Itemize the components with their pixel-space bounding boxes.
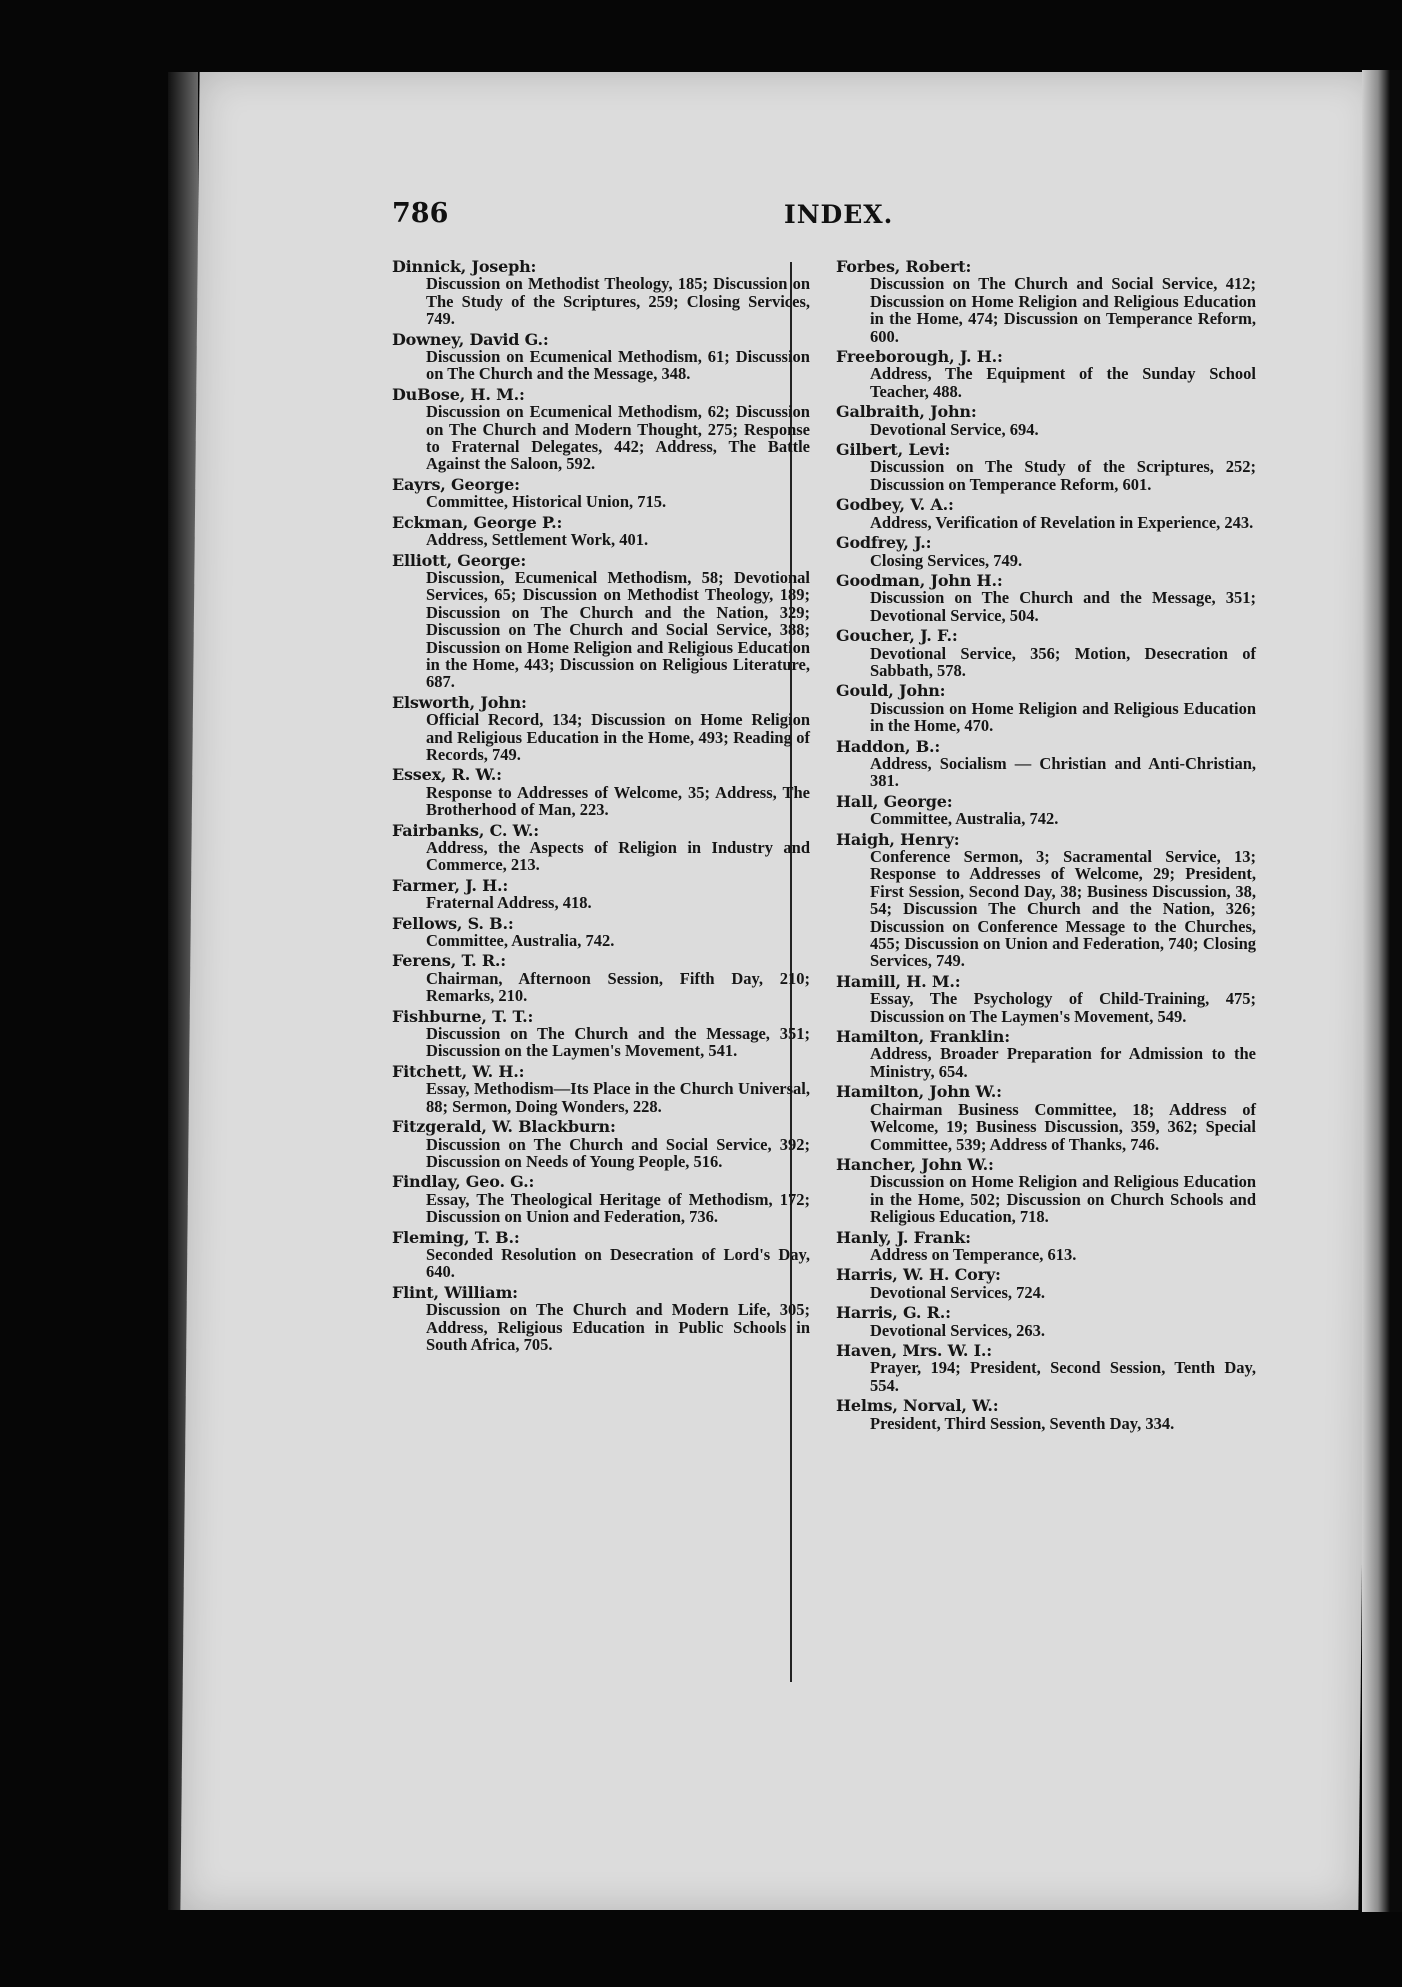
entry-name: Haven, Mrs. W. I.:: [836, 1340, 993, 1360]
entry-name: Eayrs, George:: [392, 474, 520, 494]
index-entry: [392, 386, 810, 473]
entry-references: Essay, The Theological Heritage of Methodism, 172; Discussion on Union and Federation, 736.: [426, 1189, 810, 1227]
entry-references: Discussion on Ecumenical Methodism, 62; Discussion on The Church and Modern Thought, 275; Response to Fraternal Delegates, 442; Address, The Battle Against the Saloon, 592.: [426, 402, 810, 474]
index-entry: [392, 1063, 810, 1115]
entry-references: Discussion on Methodist Theology, 185; Discussion on The Study of the Scriptures, 259; Closing Services, 749.: [426, 274, 810, 329]
index-entry: [392, 514, 810, 549]
index-entry: [836, 1156, 1256, 1226]
entry-references: Fraternal Address, 418.: [426, 893, 592, 913]
entry-name: Findlay, Geo. G.:: [392, 1172, 535, 1192]
entry-references: Discussion on Home Religion and Religious Education in the Home, 502; Discussion on Church Schools and Religious Education, 718.: [870, 1172, 1256, 1227]
entry-name: Fairbanks, C. W.:: [392, 820, 539, 840]
entry-name: Helms, Norval, W.:: [836, 1396, 999, 1416]
index-entry: [836, 793, 1256, 828]
entry-name: Fitzgerald, W. Blackburn:: [392, 1117, 616, 1137]
entry-name: Forbes, Robert:: [836, 257, 972, 276]
entry-references: Seconded Resolution on Desecration of Lord's Day, 640.: [426, 1244, 810, 1282]
index-entry: [392, 915, 810, 950]
entry-references: Discussion on The Church and the Message, 351; Devotional Service, 504.: [870, 588, 1256, 625]
index-entry: [836, 1342, 1256, 1394]
index-entry: [836, 1304, 1256, 1339]
entry-references: Discussion on Home Religion and Religious Education in the Home, 470.: [870, 698, 1256, 736]
index-entry: [836, 738, 1256, 790]
entry-name: Godbey, V. A.:: [836, 495, 954, 515]
entry-references: Discussion, Ecumenical Methodism, 58; Devotional Services, 65; Discussion on Methodist Theology, 189; Discussion on The Church and the Nation, 329; Discussion on The Church and Social Service, 388; Discussion on Home Religion and Religious Education in the Home, 443; Discussion on Religious Literature, 687.: [426, 567, 810, 692]
entry-name: Flint, William:: [392, 1282, 518, 1302]
index-entry: [836, 403, 1256, 438]
entry-references: Chairman, Afternoon Session, Fifth Day, 210; Remarks, 210.: [426, 968, 810, 1006]
index-entry: [836, 572, 1256, 624]
index-entry: [836, 1083, 1256, 1153]
entry-name: Eckman, George P.:: [392, 512, 563, 532]
index-entry: [836, 1266, 1256, 1301]
index-entry: [836, 1028, 1256, 1080]
index-entry: [392, 877, 810, 912]
page-title: INDEX.: [784, 200, 894, 229]
entry-name: Elsworth, John:: [392, 692, 527, 712]
entry-references: Committee, Australia, 742.: [870, 809, 1059, 829]
page-number: 786: [392, 198, 449, 229]
entry-name: Elliott, George:: [392, 550, 527, 570]
entry-references: Address, the Aspects of Religion in Industry and Commerce, 213.: [426, 838, 810, 875]
entry-references: Devotional Service, 694.: [870, 419, 1039, 439]
entry-references: President, Third Session, Seventh Day, 334.: [870, 1413, 1175, 1433]
entry-name: Galbraith, John:: [836, 402, 977, 422]
index-entry: [836, 258, 1256, 345]
entry-references: Official Record, 134; Discussion on Home Religion and Religious Education in the Home, 493; Reading of Records, 749.: [426, 710, 810, 764]
index-column-left: [392, 258, 810, 1356]
entry-name: Gilbert, Levi:: [836, 440, 951, 460]
entry-references: Committee, Australia, 742.: [426, 931, 615, 951]
index-entry: [836, 496, 1256, 531]
index-entry: [836, 534, 1256, 569]
entry-name: Downey, David G.:: [392, 329, 549, 349]
entry-references: Response to Addresses of Welcome, 35; Address, The Brotherhood of Man, 223.: [426, 782, 810, 820]
entry-references: Address, Settlement Work, 401.: [426, 530, 649, 550]
entry-name: Farmer, J. H.:: [392, 875, 509, 895]
entry-references: Discussion on The Church and Social Service, 412; Discussion on Home Religion and Religious Education in the Home, 474; Discussion on Temperance Reform, 600.: [870, 274, 1256, 346]
index-entry: [392, 331, 810, 383]
index-entry: [836, 1229, 1256, 1264]
entry-name: Hanly, J. Frank:: [836, 1227, 971, 1247]
entry-references: Committee, Historical Union, 715.: [426, 492, 667, 512]
index-entry: [836, 831, 1256, 970]
entry-name: Fitchett, W. H.:: [392, 1061, 525, 1081]
entry-name: Haigh, Henry:: [836, 829, 960, 849]
page-edge: [1362, 70, 1402, 1912]
index-entry: [836, 1397, 1256, 1432]
entry-name: Goucher, J. F.:: [836, 626, 958, 646]
index-entry: [392, 552, 810, 691]
entry-name: Haddon, B.:: [836, 736, 941, 756]
entry-references: Address, The Equipment of the Sunday School Teacher, 488.: [870, 364, 1256, 401]
index-column-right: [836, 258, 1256, 1435]
entry-name: Goodman, John H.:: [836, 570, 1003, 590]
entry-references: Address, Socialism — Christian and Anti-Christian, 381.: [870, 753, 1256, 791]
entry-name: Essex, R. W.:: [392, 765, 502, 785]
index-entry: [392, 694, 810, 764]
entry-name: Fellows, S. B.:: [392, 913, 514, 933]
entry-references: Discussion on The Church and Modern Life, 305; Address, Religious Education in Public Schools in South Africa, 705.: [426, 1300, 810, 1354]
index-entry: [392, 766, 810, 818]
index-entry: [836, 441, 1256, 493]
index-entry: [392, 258, 810, 328]
entry-name: Hancher, John W.:: [836, 1154, 994, 1174]
entry-name: Hamilton, John W.:: [836, 1082, 1002, 1102]
entry-name: Hamilton, Franklin:: [836, 1027, 1010, 1047]
entry-name: Gould, John:: [836, 681, 946, 701]
entry-name: Hamill, H. M.:: [836, 971, 961, 991]
entry-references: Devotional Service, 356; Motion, Desecration of Sabbath, 578.: [870, 643, 1256, 680]
index-entry: [836, 973, 1256, 1025]
entry-references: Address, Verification of Revelation in Experience, 243.: [870, 512, 1254, 532]
index-entry: [392, 822, 810, 874]
entry-references: Conference Sermon, 3; Sacramental Service, 13; Response to Addresses of Welcome, 29; President, First Session, Second Day, 38; Business Discussion, 38, 54; Discussion The Church and the Nation, 326; Discussion on Conference Message to the Churches, 455; Discussion on Union and Federation, 740; Closing Services, 749.: [870, 847, 1256, 971]
index-entry: [392, 1173, 810, 1225]
entry-references: Discussion on The Church and the Message, 351; Discussion on the Laymen's Movement, 541.: [426, 1024, 810, 1061]
entry-references: Devotional Services, 724.: [870, 1282, 1046, 1302]
entry-name: Fleming, T. B.:: [392, 1227, 520, 1247]
entry-references: Devotional Services, 263.: [870, 1320, 1046, 1340]
entry-references: Chairman Business Committee, 18; Address of Welcome, 19; Business Discussion, 359, 362; Special Committee, 539; Address of Thanks, 746.: [870, 1099, 1256, 1154]
index-entry: [392, 1008, 810, 1060]
entry-references: Discussion on The Church and Social Service, 392; Discussion on Needs of Young People, 516.: [426, 1134, 810, 1171]
index-entry: [392, 952, 810, 1004]
index-entry: [392, 1118, 810, 1170]
index-entry: [836, 627, 1256, 679]
entry-name: Harris, G. R.:: [836, 1303, 951, 1323]
index-entry: [392, 1229, 810, 1281]
index-entry: [392, 1284, 810, 1354]
page-header: [392, 198, 912, 238]
entry-name: Fishburne, T. T.:: [392, 1006, 534, 1026]
entry-name: Dinnick, Joseph:: [392, 257, 537, 276]
entry-references: Closing Services, 749.: [870, 550, 1023, 570]
index-entry: [392, 476, 810, 511]
index-entry: [836, 348, 1256, 400]
index-entry: [836, 682, 1256, 734]
entry-name: Godfrey, J.:: [836, 533, 932, 553]
entry-references: Address on Temperance, 613.: [870, 1244, 1077, 1264]
entry-references: Address, Broader Preparation for Admission to the Ministry, 654.: [870, 1044, 1256, 1081]
entry-name: Freeborough, J. H.:: [836, 347, 1003, 367]
entry-references: Essay, Methodism—Its Place in the Church Universal, 88; Sermon, Doing Wonders, 228.: [426, 1079, 810, 1116]
entry-name: Ferens, T. R.:: [392, 951, 507, 971]
entry-name: Hall, George:: [836, 791, 953, 811]
entry-references: Discussion on The Study of the Scriptures, 252; Discussion on Temperance Reform, 601.: [870, 457, 1256, 494]
entry-references: Discussion on Ecumenical Methodism, 61; Discussion on The Church and the Message, 348.: [426, 347, 810, 384]
entry-references: Essay, The Psychology of Child-Training, 475; Discussion on The Laymen's Movement, 549.: [870, 989, 1256, 1026]
entry-name: Harris, W. H. Cory:: [836, 1265, 1001, 1285]
entry-name: DuBose, H. M.:: [392, 384, 525, 404]
entry-references: Prayer, 194; President, Second Session, Tenth Day, 554.: [870, 1358, 1256, 1395]
